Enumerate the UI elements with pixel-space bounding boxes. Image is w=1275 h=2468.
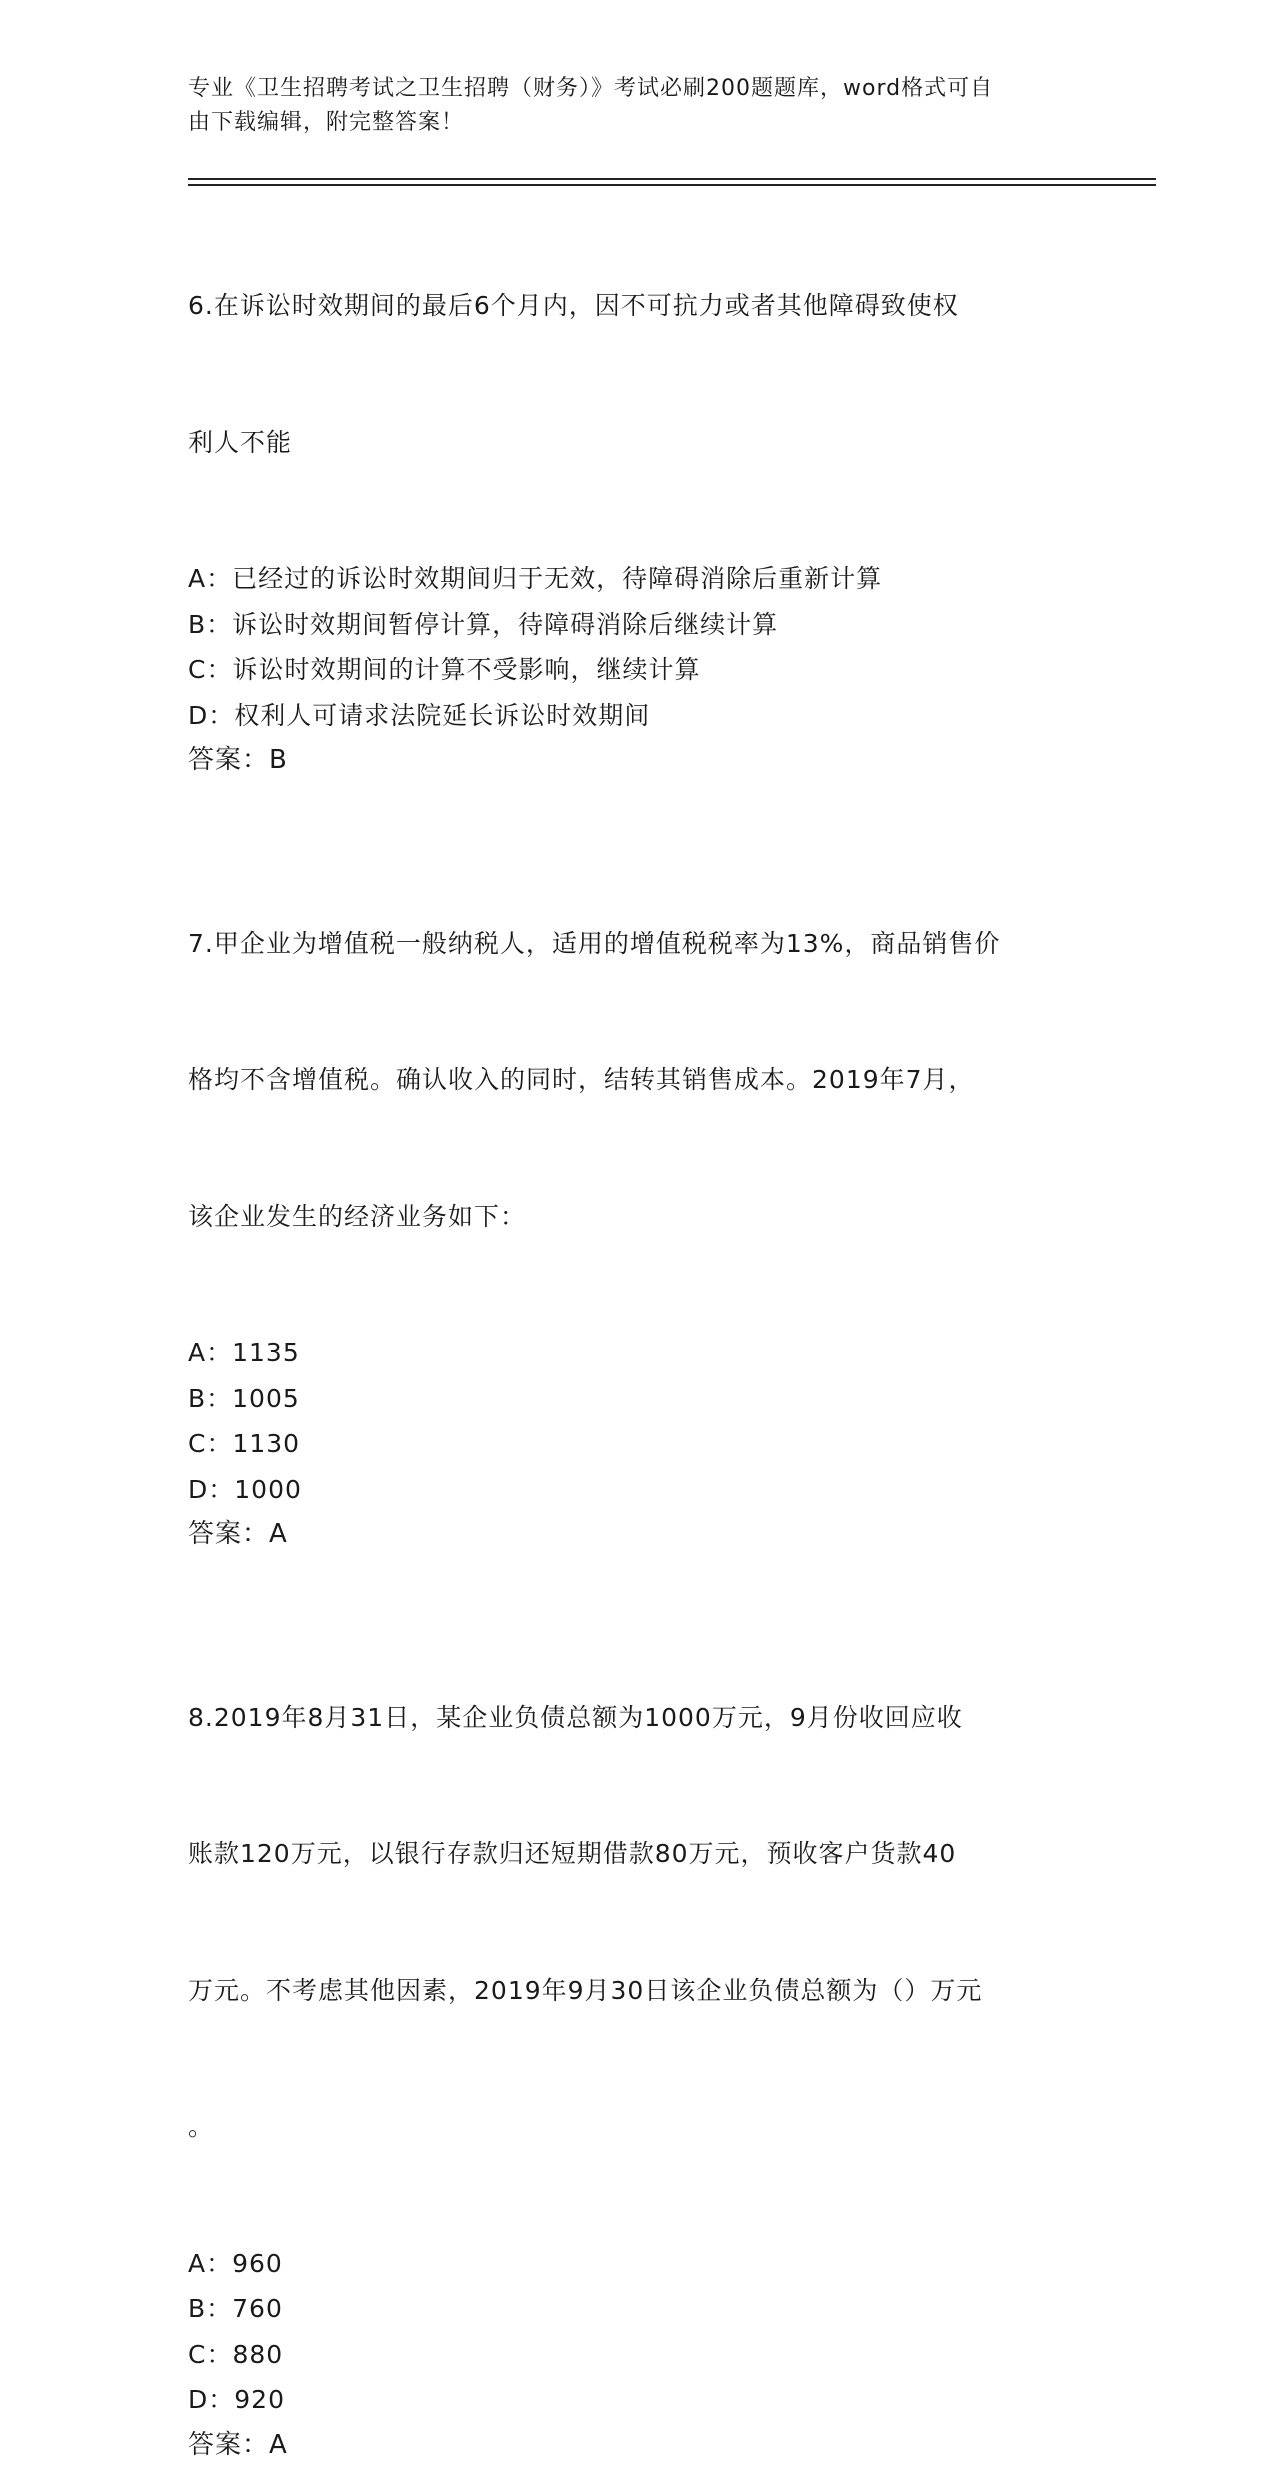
option-c — [188, 647, 1088, 693]
option-letter: A： — [188, 556, 232, 602]
option-a — [188, 1330, 1088, 1376]
option-text: 诉讼时效期间的计算不受影响，继续计算 — [232, 655, 700, 684]
option-text: 880 — [232, 2340, 283, 2369]
option-b — [188, 602, 1088, 648]
stem-line: 8.2019年8月31日，某企业负债总额为1000万元，9月份收回应收 — [188, 1695, 1088, 1741]
stem-line: 6.在诉讼时效期间的最后6个月内，因不可抗力或者其他障碍致使权 — [188, 283, 1088, 329]
answer-line: 答案：B — [188, 738, 1088, 784]
question-stem — [188, 192, 1088, 556]
question-8 — [188, 1604, 1088, 2468]
document-header — [188, 72, 1068, 140]
option-letter: A： — [188, 2241, 232, 2287]
option-text: 诉讼时效期间暂停计算，待障碍消除后继续计算 — [232, 610, 778, 639]
option-c — [188, 1421, 1088, 1467]
stem-line: 7.甲企业为增值税一般纳税人，适用的增值税税率为13%，商品销售价 — [188, 921, 1088, 967]
answer-line: 答案：A — [188, 1512, 1088, 1558]
option-a — [188, 556, 1088, 602]
header-rule-bottom — [188, 184, 1156, 186]
option-letter: B： — [188, 1376, 232, 1422]
option-letter: A： — [188, 1330, 232, 1376]
stem-line: 。 — [188, 2104, 1088, 2150]
option-letter: C： — [188, 647, 232, 693]
option-letter: C： — [188, 1421, 232, 1467]
option-letter: B： — [188, 602, 232, 648]
option-text: 1130 — [232, 1429, 300, 1458]
stem-line: 格均不含增值税。确认收入的同时，结转其销售成本。2019年7月， — [188, 1057, 1088, 1103]
stem-line: 万元。不考虑其他因素，2019年9月30日该企业负债总额为（）万元 — [188, 1968, 1088, 2014]
question-stem — [188, 830, 1088, 1331]
option-b — [188, 2286, 1088, 2332]
header-line-2: 由下载编辑，附完整答案！ — [188, 106, 1068, 140]
option-text: 760 — [232, 2294, 283, 2323]
header-line-1: 专业《卫生招聘考试之卫生招聘（财务）》考试必刷200题题库，word格式可自 — [188, 72, 1068, 106]
option-text: 960 — [232, 2249, 283, 2278]
option-text: 1005 — [232, 1384, 300, 1413]
question-stem — [188, 1604, 1088, 2241]
stem-line: 利人不能 — [188, 420, 1088, 466]
option-d — [188, 693, 1088, 739]
question-6 — [188, 192, 1088, 784]
option-text: 已经过的诉讼时效期间归于无效，待障碍消除后重新计算 — [232, 564, 882, 593]
option-letter: D： — [188, 693, 234, 739]
stem-line: 账款120万元，以银行存款归还短期借款80万元，预收客户货款40 — [188, 1831, 1088, 1877]
option-c — [188, 2332, 1088, 2378]
option-text: 920 — [234, 2385, 285, 2414]
answer-line: 答案：A — [188, 2423, 1088, 2468]
question-list — [188, 192, 1088, 2468]
option-text: 权利人可请求法院延长诉讼时效期间 — [234, 701, 650, 730]
option-letter: B： — [188, 2286, 232, 2332]
stem-line: 该企业发生的经济业务如下： — [188, 1194, 1088, 1240]
option-b — [188, 1376, 1088, 1422]
header-rule-top — [188, 178, 1156, 180]
option-letter: C： — [188, 2332, 232, 2378]
question-7 — [188, 830, 1088, 1558]
option-d — [188, 2377, 1088, 2423]
option-letter: D： — [188, 1467, 234, 1513]
option-text: 1000 — [234, 1475, 302, 1504]
option-d — [188, 1467, 1088, 1513]
option-text: 1135 — [232, 1338, 300, 1367]
option-a — [188, 2241, 1088, 2287]
option-letter: D： — [188, 2377, 234, 2423]
